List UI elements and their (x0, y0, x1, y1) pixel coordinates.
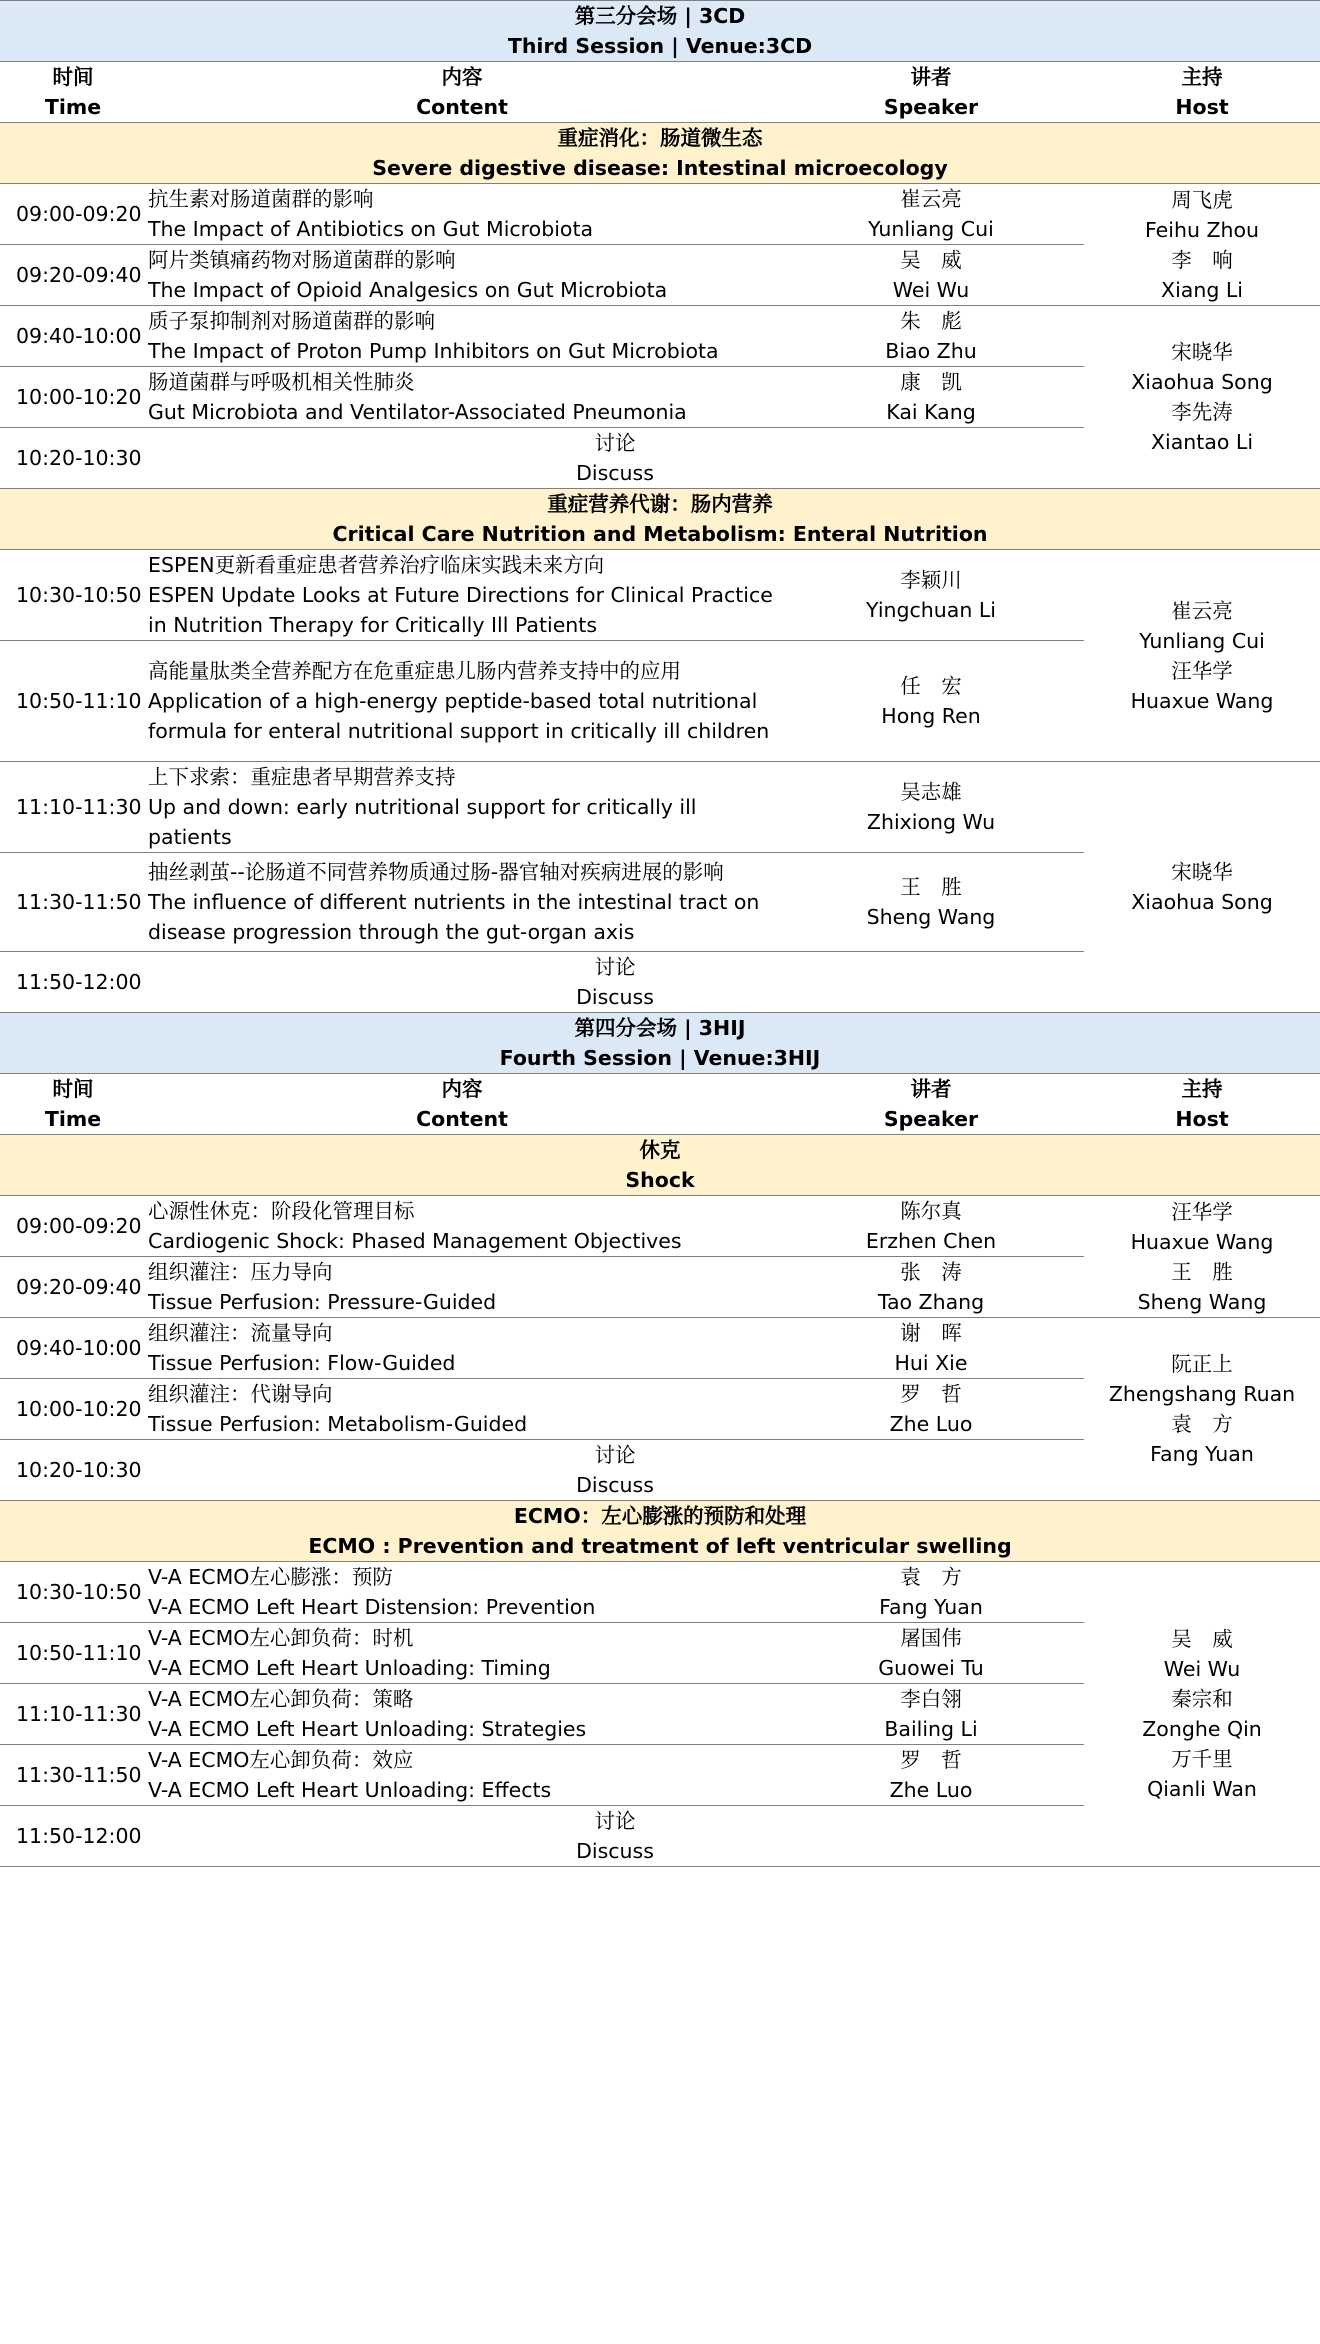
host-cell: 宋晓华 Xiaohua Song (1084, 762, 1320, 1013)
time-cell: 10:30-10:50 (0, 1562, 146, 1623)
column-header-content: 内容 Content (416, 65, 508, 119)
table-row (0, 1562, 1320, 1623)
time-cell: 10:50-11:10 (0, 1623, 146, 1684)
speaker-cell: 罗 哲 Zhe Luo (778, 1745, 1084, 1806)
discuss-cell: 讨论 Discuss (146, 1440, 1084, 1501)
content-cell: 心源性休克：阶段化管理目标 Cardiogenic Shock: Phased Management Objectives (146, 1196, 778, 1257)
host-cell: 崔云亮 Yunliang Cui 汪华学 Huaxue Wang (1084, 550, 1320, 762)
speaker-cell: 谢 晖 Hui Xie (778, 1318, 1084, 1379)
time-cell: 09:00-09:20 (0, 184, 146, 245)
topic-title-en: Shock (625, 1168, 695, 1192)
time-cell: 10:00-10:20 (0, 1379, 146, 1440)
time-cell: 09:20-09:40 (0, 1257, 146, 1318)
topic-header-shock (0, 1135, 1320, 1196)
discuss-cell: 讨论 Discuss (146, 952, 1084, 1013)
discuss-cell: 讨论 Discuss (146, 1806, 1084, 1867)
column-header-content: 内容 Content (416, 1077, 508, 1131)
time-cell: 09:00-09:20 (0, 1196, 146, 1257)
content-cell: 肠道菌群与呼吸机相关性肺炎 Gut Microbiota and Ventilator-Associated Pneumonia (146, 367, 778, 428)
speaker-cell: 朱 彪 Biao Zhu (778, 306, 1084, 367)
content-cell: 组织灌注：流量导向 Tissue Perfusion: Flow-Guided (146, 1318, 778, 1379)
host-cell: 吴 威 Wei Wu 秦宗和 Zonghe Qin 万千里 Qianli Wan (1084, 1562, 1320, 1867)
discuss-cell: 讨论 Discuss (146, 428, 1084, 489)
session-title-en: Fourth Session | Venue:3HIJ (499, 1046, 821, 1070)
time-cell: 11:50-12:00 (0, 1806, 146, 1867)
topic-title-en: Critical Care Nutrition and Metabolism: Enteral Nutrition (332, 522, 988, 546)
time-cell: 10:30-10:50 (0, 550, 146, 641)
session-title-cn: 第四分会场 | 3HIJ (574, 1016, 746, 1040)
time-cell: 10:20-10:30 (0, 428, 146, 489)
speaker-cell: 康 凯 Kai Kang (778, 367, 1084, 428)
content-cell: V-A ECMO左心卸负荷：策略 V-A ECMO Left Heart Unloading: Strategies (146, 1684, 778, 1745)
table-row (0, 1196, 1320, 1257)
speaker-cell: 李白翎 Bailing Li (778, 1684, 1084, 1745)
speaker-cell: 张 涛 Tao Zhang (778, 1257, 1084, 1318)
topic-title-en: ECMO : Prevention and treatment of left ventricular swelling (308, 1534, 1012, 1558)
speaker-cell: 吴志雄 Zhixiong Wu (778, 762, 1084, 853)
speaker-cell: 李颖川 Yingchuan Li (778, 550, 1084, 641)
column-header-host: 主持 Host (1175, 1077, 1229, 1131)
topic-title-cn: 重症营养代谢：肠内营养 (547, 492, 773, 516)
column-header-speaker: 讲者 Speaker (883, 1077, 979, 1131)
content-cell: V-A ECMO左心膨涨：预防 V-A ECMO Left Heart Distension: Prevention (146, 1562, 778, 1623)
session-header-fourth (0, 1013, 1320, 1074)
speaker-cell: 屠国伟 Guowei Tu (778, 1623, 1084, 1684)
content-cell: 组织灌注：压力导向 Tissue Perfusion: Pressure-Guided (146, 1257, 778, 1318)
time-cell: 11:50-12:00 (0, 952, 146, 1013)
column-header-time: 时间 Time (44, 1077, 102, 1131)
session-title-en: Third Session | Venue:3CD (507, 34, 813, 58)
content-cell: V-A ECMO左心卸负荷：时机 V-A ECMO Left Heart Unloading: Timing (146, 1623, 778, 1684)
topic-title-cn: ECMO：左心膨涨的预防和处理 (513, 1504, 807, 1528)
speaker-cell: 陈尔真 Erzhen Chen (778, 1196, 1084, 1257)
time-cell: 09:40-10:00 (0, 1318, 146, 1379)
topic-title-cn: 重症消化：肠道微生态 (557, 126, 763, 150)
table-row (0, 306, 1320, 367)
topic-header-ecmo (0, 1501, 1320, 1562)
speaker-cell: 任 宏 Hong Ren (778, 641, 1084, 762)
column-header-speaker: 讲者 Speaker (883, 65, 979, 119)
host-cell: 宋晓华 Xiaohua Song 李先涛 Xiantao Li (1084, 306, 1320, 489)
column-header-time: 时间 Time (44, 65, 102, 119)
content-cell: 高能量肽类全营养配方在危重症患儿肠内营养支持中的应用 Application of a high-energy peptide-based total nutritional formula for enteral nutritional support in critically ill children (146, 641, 778, 762)
time-cell: 10:50-11:10 (0, 641, 146, 762)
topic-title-cn: 休克 (639, 1138, 681, 1162)
time-cell: 11:10-11:30 (0, 762, 146, 853)
content-cell: 抽丝剥茧--论肠道不同营养物质通过肠-器官轴对疾病进展的影响 The influence of different nutrients in the intestinal tract on disease progression through the gut-organ axis (146, 853, 778, 952)
host-cell: 阮正上 Zhengshang Ruan 袁 方 Fang Yuan (1084, 1318, 1320, 1501)
session-title-cn: 第三分会场 | 3CD (574, 4, 746, 28)
host-cell: 汪华学 Huaxue Wang 王 胜 Sheng Wang (1084, 1196, 1320, 1318)
table-row (0, 550, 1320, 641)
content-cell: ESPEN更新看重症患者营养治疗临床实践未来方向 ESPEN Update Looks at Future Directions for Clinical Practice in Nutrition Therapy for Critically Ill Patients (146, 550, 778, 641)
host-cell: 周飞虎 Feihu Zhou 李 响 Xiang Li (1084, 184, 1320, 306)
content-cell: 质子泵抑制剂对肠道菌群的影响 The Impact of Proton Pump Inhibitors on Gut Microbiota (146, 306, 778, 367)
time-cell: 11:30-11:50 (0, 1745, 146, 1806)
content-cell: 组织灌注：代谢导向 Tissue Perfusion: Metabolism-Guided (146, 1379, 778, 1440)
speaker-cell: 崔云亮 Yunliang Cui (778, 184, 1084, 245)
time-cell: 09:20-09:40 (0, 245, 146, 306)
content-cell: V-A ECMO左心卸负荷：效应 V-A ECMO Left Heart Unloading: Effects (146, 1745, 778, 1806)
speaker-cell: 吴 威 Wei Wu (778, 245, 1084, 306)
speaker-cell: 罗 哲 Zhe Luo (778, 1379, 1084, 1440)
time-cell: 11:30-11:50 (0, 853, 146, 952)
content-cell: 阿片类镇痛药物对肠道菌群的影响 The Impact of Opioid Analgesics on Gut Microbiota (146, 245, 778, 306)
session-header-third (0, 1, 1320, 62)
topic-header-intestinal-microecology (0, 123, 1320, 184)
content-cell: 上下求索：重症患者早期营养支持 Up and down: early nutritional support for critically ill patients (146, 762, 778, 853)
time-cell: 10:00-10:20 (0, 367, 146, 428)
table-row (0, 1318, 1320, 1379)
table-row (0, 762, 1320, 853)
speaker-cell: 王 胜 Sheng Wang (778, 853, 1084, 952)
content-cell: 抗生素对肠道菌群的影响 The Impact of Antibiotics on Gut Microbiota (146, 184, 778, 245)
time-cell: 11:10-11:30 (0, 1684, 146, 1745)
time-cell: 09:40-10:00 (0, 306, 146, 367)
topic-header-enteral-nutrition (0, 489, 1320, 550)
time-cell: 10:20-10:30 (0, 1440, 146, 1501)
speaker-cell: 袁 方 Fang Yuan (778, 1562, 1084, 1623)
table-row (0, 184, 1320, 245)
column-header-host: 主持 Host (1175, 65, 1229, 119)
topic-title-en: Severe digestive disease: Intestinal microecology (372, 156, 948, 180)
